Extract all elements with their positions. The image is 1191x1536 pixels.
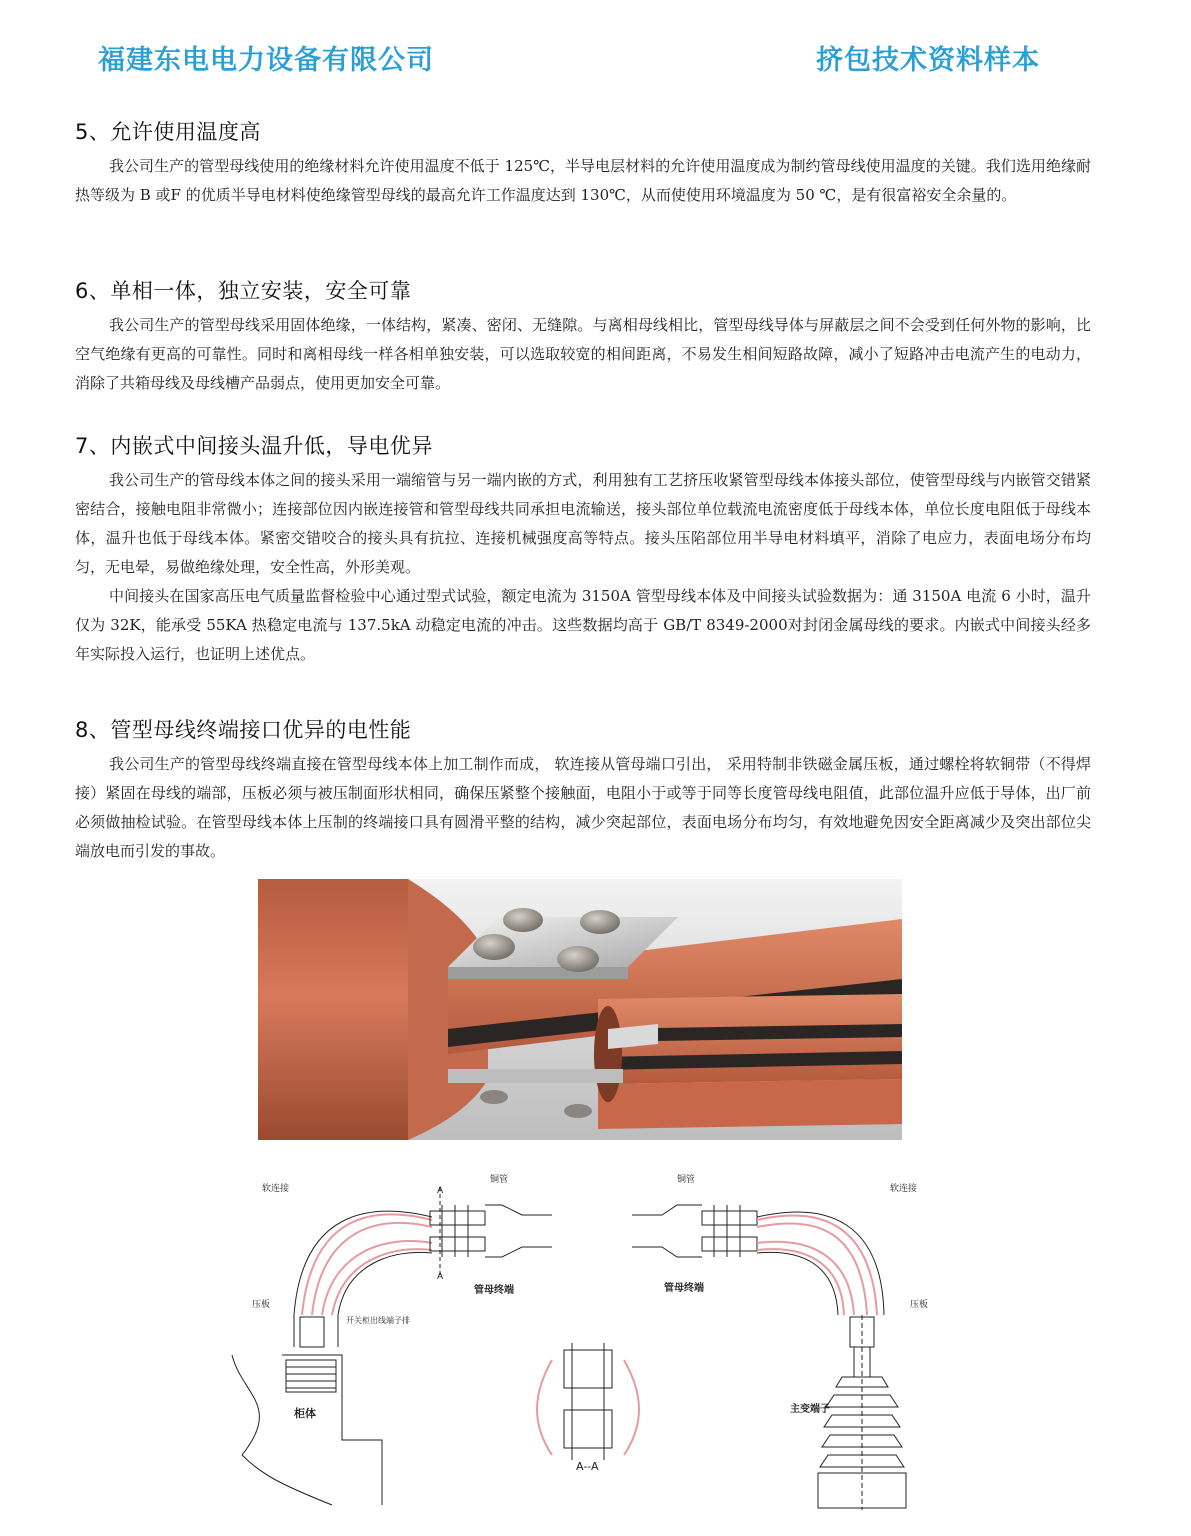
section-paragraph: 我公司生产的管型母线使用的绝缘材料允许使用温度不低于 125℃，半导电层材料的允许使用温度成为制约管母线使用温度的关键。我们选用绝缘耐热等级为 B 或F 的优质半导电材料使绝缘管型母线的最高允许工作温度达到 130℃，从而使使用环境温度为 50 ℃，是有很富裕安全余量的。 <box>75 157 1091 204</box>
section-heading: 7、内嵌式中间接头温升低，导电优异 <box>75 434 433 458</box>
label-main-transformer-terminal: 主变端子 <box>790 1404 830 1415</box>
page-header <box>0 38 1191 78</box>
section-heading: 8、管型母线终端接口优异的电性能 <box>75 718 412 742</box>
label-copper-tube-right: 铜管 <box>677 1175 696 1185</box>
busbar-joint-image <box>258 879 902 1140</box>
section-paragraph: 我公司生产的管型母线终端直接在管型母线本体上加工制作而成， 软连接从管母端口引出， 采用特制非铁磁金属压板，通过螺栓将软铜带（不得焊接）紧固在母线的端部，压板必须与被压制面形状相同，确保压紧整个接触面，电阻小于或等于同等长度管母线电阻值，此部位温升应低于导体，出厂前必须做抽检试验。在管型母线本体上压制的终端接口具有圆滑平整的结构，减少突起部位，表面电场分布均匀，有效地避免因安全距离减少及突出部位尖端放电而引发的事故。 <box>75 755 1091 860</box>
label-cabinet: 柜体 <box>294 1407 316 1420</box>
section-8 <box>75 714 1091 866</box>
label-tube-terminal-right: 管母终端 <box>664 1283 704 1294</box>
section-heading: 6、单相一体，独立安装，安全可靠 <box>75 279 412 303</box>
busbar-joint-render <box>258 879 902 1140</box>
label-press-plate-right: 压板 <box>910 1300 929 1310</box>
section-5 <box>75 116 1091 210</box>
label-switchgear-terminal: 开关柜出线端子排 <box>346 1316 410 1325</box>
label-soft-connection-right: 软连接 <box>890 1184 918 1194</box>
section-paragraph: 我公司生产的管型母线采用固体绝缘，一体结构，紧凑、密闭、无缝隙。与离相母线相比，管型母线导体与屏蔽层之间不会受到任何外物的影响，比空气绝缘有更高的可靠性。同时和离相母线一样各相单独安装，可以选取较宽的相间距离，不易发生相间短路故障，减小了短路冲击电流产生的电动力，消除了共箱母线及母线槽产品弱点，使用更加安全可靠。 <box>75 316 1091 392</box>
label-section-a-bottom: A <box>437 1272 444 1282</box>
section-paragraph: 我公司生产的管母线本体之间的接头采用一端缩管与另一端内嵌的方式，利用独有工艺挤压收紧管型母线本体接头部位，使管型母线与内嵌管交错紧密结合，接触电阻非常微小；连接部位因内嵌连接管和管型母线共同承担电流输送，接头部位单位载流电流密度低于母线本体，单位长度电阻低于母线本体，温升也低于母线本体。紧密交错咬合的接头具有抗拉、连接机械强度高等特点。接头压陷部位用半导电材料填平，消除了电应力，表面电场分布均匀，无电晕，易做绝缘处理，安全性高，外形美观。 <box>75 471 1091 576</box>
label-section-a-top: A <box>437 1186 444 1196</box>
section-heading: 5、允许使用温度高 <box>75 120 261 144</box>
label-tube-terminal-left: 管母终端 <box>474 1285 514 1296</box>
soft-connection-left-strap <box>302 1214 432 1315</box>
document-title: 挤包技术资料样本 <box>816 45 1040 76</box>
label-press-plate-left: 压板 <box>252 1300 271 1310</box>
section-7 <box>75 430 1091 669</box>
company-name: 福建东电电力设备有限公司 <box>98 45 434 76</box>
terminal-connection-diagram <box>222 1165 946 1510</box>
label-section-view: A--A <box>576 1460 599 1473</box>
label-soft-connection-left: 软连接 <box>262 1184 290 1194</box>
section-paragraph: 中间接头在国家高压电气质量监督检验中心通过型式试验，额定电流为 3150A 管型母线本体及中间接头试验数据为：通 3150A 电流 6 小时，温升仅为 32K，能承受 55KA 热稳定电流与 137.5kA 动稳定电流的冲击。这些数据均高于 GB/T 8349-2000对封闭金属母线的要求。内嵌式中间接头经多年实际投入运行，也证明上述优点。 <box>75 587 1091 663</box>
section-6 <box>75 275 1091 398</box>
label-copper-tube-left: 铜管 <box>490 1175 509 1185</box>
